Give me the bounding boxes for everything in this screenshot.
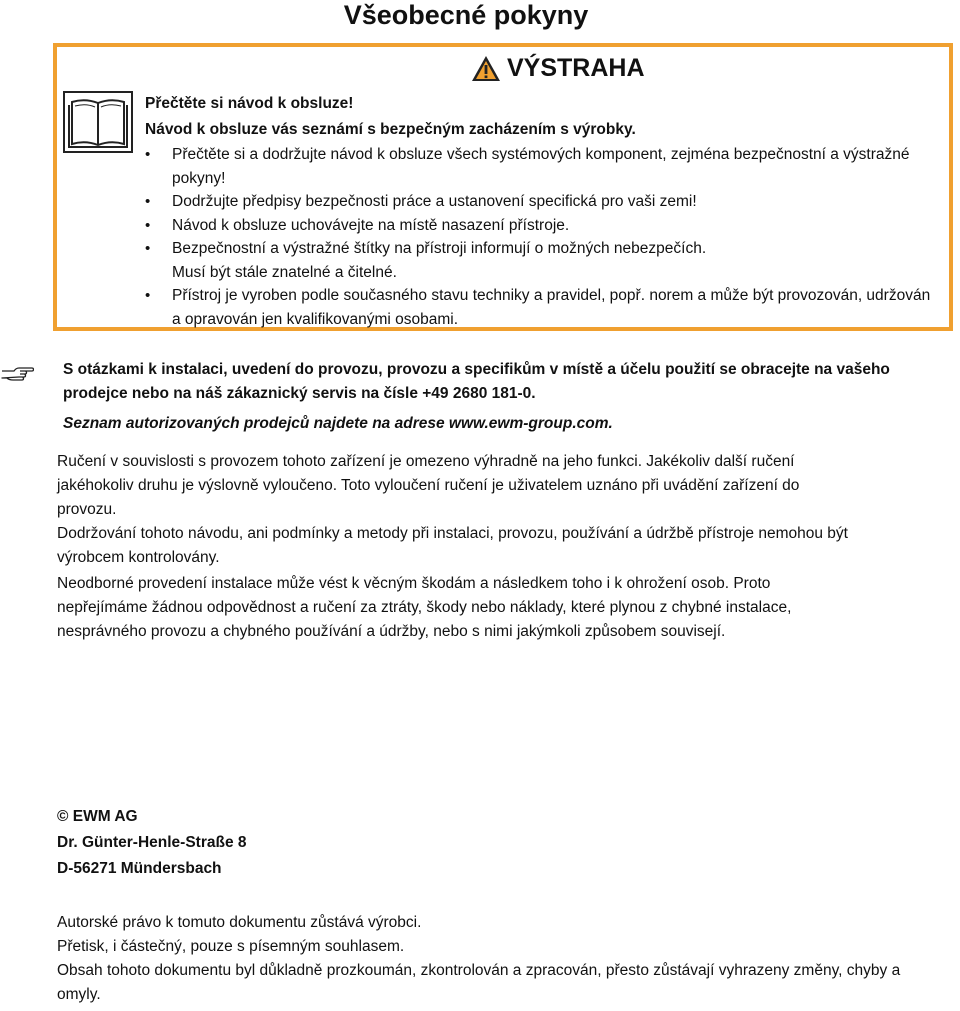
list-item xyxy=(145,237,945,284)
bullet-icon: • xyxy=(145,146,151,163)
pointing-hand-icon xyxy=(0,362,34,389)
bullet-text: a opravován jen kvalifikovanými osobami. xyxy=(172,310,459,328)
warning-heading-text: VÝSTRAHA xyxy=(507,53,645,82)
manual-book-icon xyxy=(63,91,133,158)
company-city: D-56271 Mündersbach xyxy=(57,860,222,877)
bullet-icon: • xyxy=(145,240,151,257)
liability-line: Ručení v souvislosti s provozem tohoto zařízení je omezeno výhradně na jeho funkci. Jakékoliv další ručení xyxy=(57,453,795,470)
support-note xyxy=(63,358,943,436)
liability-section xyxy=(57,450,942,644)
copyright-line: Autorské právo k tomuto dokumentu zůstává výrobci. xyxy=(57,914,422,931)
copyright-line: omyly. xyxy=(57,986,101,1003)
warning-intro-2: Návod k obsluze vás seznámí s bezpečným zacházením s výrobky. xyxy=(145,121,636,138)
warning-triangle-icon xyxy=(471,55,501,82)
bullet-text: Musí být stále znatelné a čitelné. xyxy=(172,263,397,281)
liability-line: Dodržování tohoto návodu, ani podmínky a metody při instalaci, provozu, používání a údržbě přístroje nemohou být xyxy=(57,525,848,542)
company-street: Dr. Günter-Henle-Straße 8 xyxy=(57,834,247,851)
bullet-text: Přečtěte si a dodržujte návod k obsluze všech systémových komponent, zejména bezpečnostní a výstražné xyxy=(172,146,910,163)
bullet-icon: • xyxy=(145,216,151,234)
company-name: © EWM AG xyxy=(57,808,138,825)
warning-heading xyxy=(471,53,645,83)
list-item xyxy=(145,190,945,214)
company-address xyxy=(57,804,247,882)
copyright-line: Obsah tohoto dokumentu byl důkladně prozkoumán, zkontrolován a zpracován, přesto zůstávají vyhrazeny změny, chyby a xyxy=(57,962,901,979)
note-line: S otázkami k instalaci, uvedení do provozu, provozu a specifikům v místě a účelu použití se obracejte na vašeho xyxy=(63,361,890,378)
bullet-text: Přístroj je vyroben podle současného stavu techniky a pravidel, popř. norem a může být provozován, udržován xyxy=(172,287,931,304)
liability-line: jakéhokoliv druhu je výslovně vyloučeno. Toto vyloučení ručení je uživatelem uznáno při uvádění zařízení do xyxy=(57,477,800,494)
bullet-text: Dodržujte předpisy bezpečnosti práce a ustanovení specifická pro vaši zemi! xyxy=(172,193,697,210)
list-item xyxy=(145,214,945,238)
dealer-link[interactable]: Seznam autorizovaných prodejců najdete na adrese www.ewm-group.com. xyxy=(63,415,613,432)
liability-line: Neodborné provedení instalace může vést k věcným škodám a následkem toho i k ohrožení osob. Proto xyxy=(57,575,771,592)
bullet-text: Návod k obsluze uchovávejte na místě nasazení přístroje. xyxy=(172,216,570,234)
note-line: prodejce nebo na náš zákaznický servis na čísle +49 2680 181-0. xyxy=(63,385,536,402)
copyright-line: Přetisk, i částečný, pouze s písemným souhlasem. xyxy=(57,938,405,955)
bullet-icon: • xyxy=(145,193,151,210)
list-item xyxy=(145,284,945,331)
bullet-icon: • xyxy=(145,287,151,304)
bullet-text: pokyny! xyxy=(172,169,226,187)
copyright-section xyxy=(57,911,942,1007)
liability-line: nepřejímáme žádnou odpovědnost a ručení za ztráty, škody nebo náklady, které plynou z chybné instalace, xyxy=(57,599,792,616)
liability-line: nesprávného provozu a chybného používání a údržby, nebo s nimi jakýmkoli způsobem souvisejí. xyxy=(57,623,726,640)
warning-content xyxy=(145,91,945,331)
warning-box xyxy=(53,43,953,331)
warning-bullet-list xyxy=(145,143,945,331)
bullet-text: Bezpečnostní a výstražné štítky na přístroji informují o možných nebezpečích. xyxy=(172,240,707,257)
list-item xyxy=(145,143,945,190)
page-title: Všeobecné pokyny xyxy=(343,0,589,30)
warning-intro-1: Přečtěte si návod k obsluze! xyxy=(145,95,354,112)
liability-line: provozu. xyxy=(57,501,117,518)
liability-line: výrobcem kontrolovány. xyxy=(57,549,220,566)
